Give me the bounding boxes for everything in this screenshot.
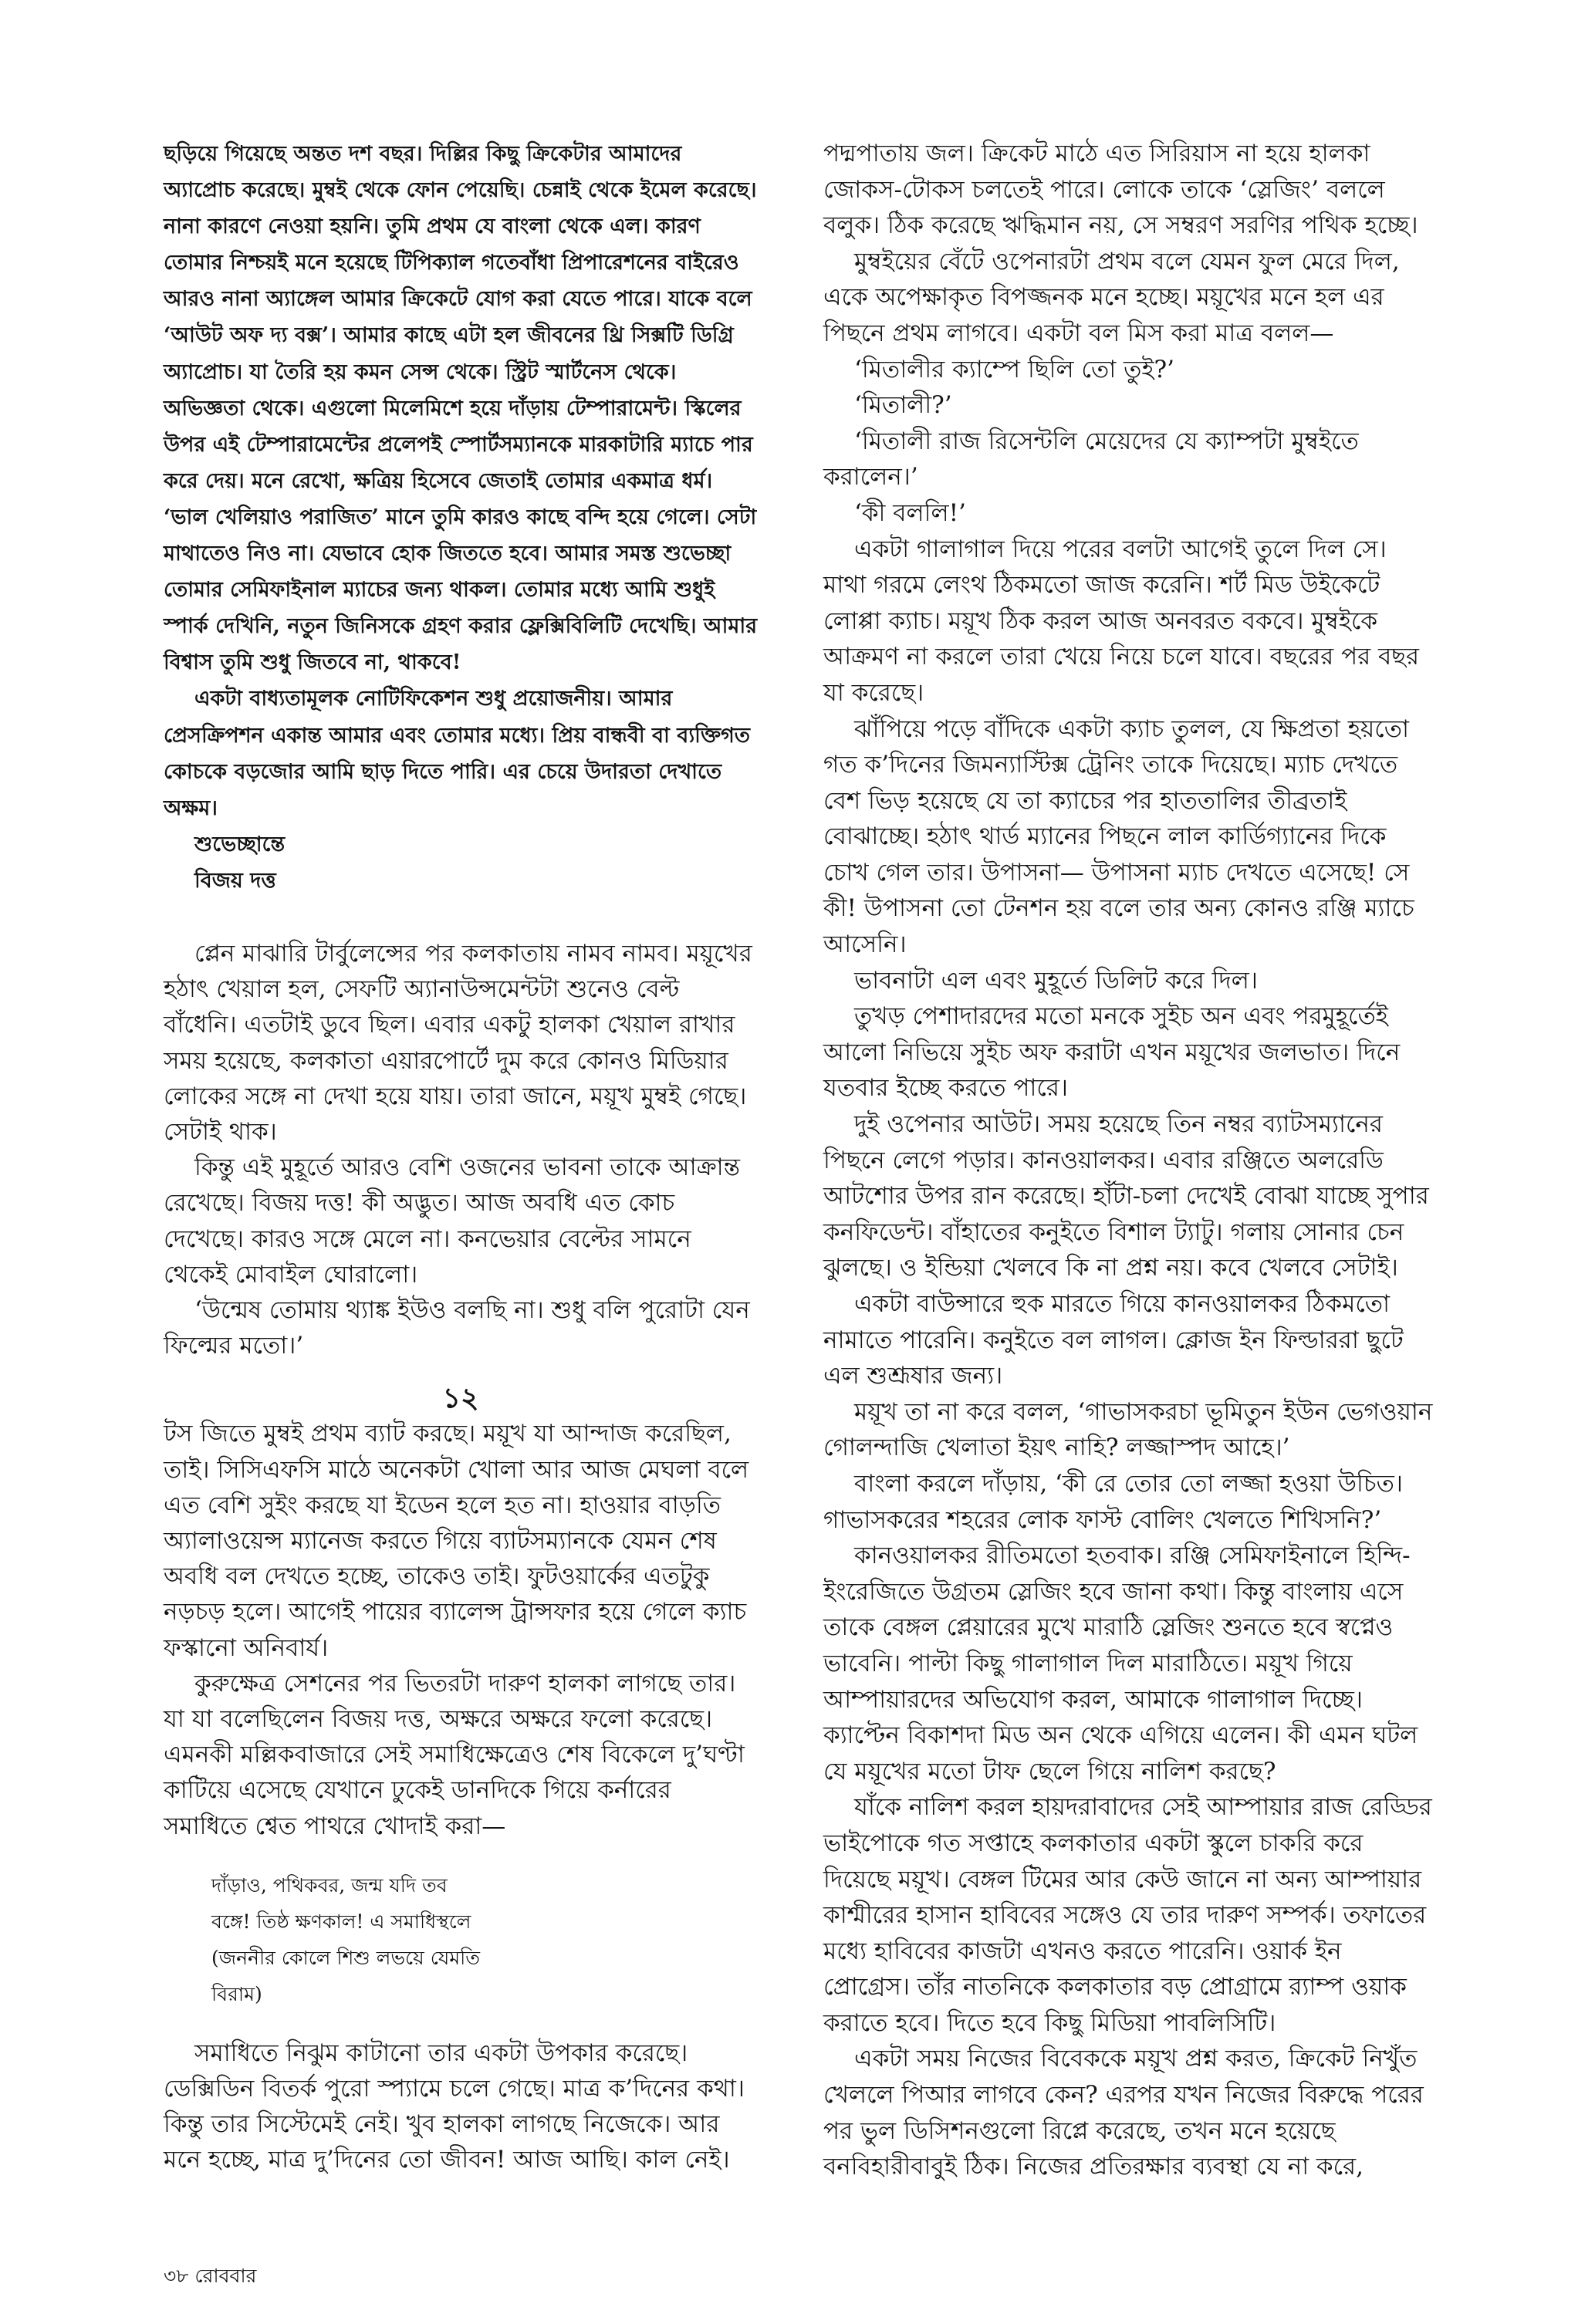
letter-signature-block (164, 826, 758, 899)
story-body-left (164, 936, 758, 2178)
story-paragraph: পদ্মপাতায় জল। ক্রিকেট মাঠে এত সিরিয়াস না হয়ে হালকা জোকস-টোকস চলতেই পারে। লোকে তাকে ‘স্লেজিং’ বললে বলুক। ঠিক করেছে ঋদ্ধিমান নয়, সে সম্বরণ সরণির পথিক হচ্ছে। (823, 140, 1418, 240)
letter-signoff: শুভেচ্ছান্তে (194, 832, 286, 856)
story-paragraph: ঝাঁপিয়ে পড়ে বাঁদিকে একটা ক্যাচ তুলল, যে ক্ষিপ্রতা হয়তো গত ক’দিনের জিমন্যাস্টিক্স ট্রেনিং তাকে দিয়েছে। ম্যাচ দেখতে বেশ ভিড় হয়েছে যে তা ক্যাচের পর হাততালির তীব্রতাই বোঝাচ্ছে। হঠাৎ থার্ড ম্যানের পিছনে লাল কার্ডিগ্যানের দিকে চোখ গেল তার। উপাসনা— উপাসনা ম্যাচ দেখতে এসেছে! সে কী! উপাসনা তো টেনশন হয় বলে তার অন্য কোনও রঞ্জি ম্যাচে আসেনি। (823, 714, 1414, 959)
story-paragraph: সমাধিতে নিঝুম কাটানো তার একটা উপকার করেছে। ডেক্সিডিন বিতর্ক পুরো স্প্যামে চলে গেছে। মাত্র ক’দিনের কথা। কিন্তু তার সিস্টেমেই নেই। খুব হালকা লাগছে নিজেকে। আর মনে হচ্ছে, মাত্র দু’দিনের তো জীবন! আজ আছি। কাল নেই। (164, 2039, 745, 2174)
poem-line: বঙ্গে! তিষ্ঠ ক্ষণকাল! এ সমাধিস্থলে (211, 1910, 471, 1933)
letter-paragraph: একটা বাধ্যতামূলক নোটিফিকেশন শুধু প্রয়োজনীয়। আমার প্রেসক্রিপশন একান্ত আমার এবং তোমার মধ্যে। প্রিয় বান্ধবী বা ব্যক্তিগত কোচকে বড়জোর আমি ছাড় দিতে পারি। এর চেয়ে উদারতা দেখাতে অক্ষম। (164, 687, 751, 820)
dialogue-line: ‘মিতালীর ক্যাম্পে ছিলি তো তুই?’ (854, 355, 1174, 383)
story-paragraph: কানওয়ালকর রীতিমতো হতবাক। রঞ্জি সেমিফাইনালে হিন্দি-ইংরেজিতে উগ্রতম স্লেজিং হবে জানা কথা। কিন্তু বাংলায় এসে তাকে বেঙ্গল প্লেয়ারের মুখে মারাঠি স্লেজিং শুনতে হবে স্বপ্নেও ভাবেনি। পাল্টা কিছু গালাগাল দিল মারাঠিতে। ময়ূখ গিয়ে আম্পায়ারদের অভিযোগ করল, আমাকে গালাগাল দিচ্ছে। ক্যাপ্টেন বিকাশদা মিড অন থেকে এগিয়ে এলেন। কী এমন ঘটল যে ময়ূখের মতো টাফ ছেলে গিয়ে নালিশ করছে? (823, 1542, 1418, 1785)
poem-line: (জননীর কোলে শিশু লভয়ে যেমতি (211, 1946, 481, 1969)
story-paragraph: কুরুক্ষেত্র সেশনের পর ভিতরটা দারুণ হালকা লাগছে তার। যা যা বলেছিলেন বিজয় দত্ত, অক্ষরে অক্ষরে ফলো করেছে। এমনকী মল্লিকবাজারে সেই সমাধিক্ষেত্রেও শেষ বিকেলে দু’ঘণ্টা কাটিয়ে এসেছে যেখানে ঢুকেই ডানদিকে গিয়ে কর্নারের সমাধিতে শ্বেত পাথরে খোদাই করা— (164, 1669, 745, 1840)
story-paragraph: ভাবনাটা এল এবং মুহূর্তে ডিলিট করে দিল। (854, 966, 1258, 995)
dialogue-line: ‘কী বললি!’ (854, 498, 966, 527)
epitaph-poem (211, 1867, 758, 2012)
story-paragraph: একটা সময় নিজের বিবেককে ময়ূখ প্রশ্ন করত, ক্রিকেট নিখুঁত খেললে পিআর লাগবে কেন? এরপর যখন নিজের বিরুদ্ধে পরের পর ভুল ডিসিশনগুলো রিপ্লে করেছে, তখন মনে হয়েছে বনবিহারীবাবুই ঠিক। নিজের প্রতিরক্ষার ব্যবস্থা যে না করে, (823, 2045, 1424, 2181)
letter-signature: বিজয় দত্ত (194, 868, 276, 893)
letter-block (164, 136, 758, 899)
story-paragraph: তুখড় পেশাদারদের মতো মনকে সুইচ অন এবং পরমুহূর্তেই আলো নিভিয়ে সুইচ অফ করাটা এখন ময়ূখের জলভাত। দিনে যতবার ইচ্ছে করতে পারে। (823, 1002, 1401, 1103)
right-column (823, 136, 1433, 2185)
story-paragraph: একটা গালাগাল দিয়ে পরের বলটা আগেই তুলে দিল সে। মাথা গরমে লেংথ ঠিকমতো জাজ করেনি। শর্ট মিড উইকেটে লোপ্পা ক্যাচ। ময়ূখ ঠিক করল আজ অনবরত বকবে। মুম্বইকে আক্রমণ না করলে তারা খেয়ে নিয়ে চলে যাবে। বছরের পর বছর যা করেছে। (823, 535, 1420, 707)
story-paragraph: টস জিতে মুম্বই প্রথম ব্যাট করছে। ময়ূখ যা আন্দাজ করেছিল, তাই। সিসিএফসি মাঠে অনেকটা খোলা আর আজ মেঘলা বলে এত বেশি সুইং করছে যা ইডেন হলে হত না। হাওয়ার বাড়তি অ্যালাওয়েন্স ম্যানেজ করতে গিয়ে ব্যাটসম্যানকে যেমন শেষ অবধি বল দেখতে হচ্ছে, তাকেও তাই। ফুটওয়ার্কের এতটুকু নড়চড় হলে। আগেই পায়ের ব্যালেন্স ট্রান্সফার হয়ে গেলে ক্যাচ ফস্কানো অনিবার্য। (164, 1420, 749, 1662)
story-paragraph: কিন্তু এই মুহূর্তে আরও বেশি ওজনের ভাবনা তাকে আক্রান্ত রেখেছে। বিজয় দত্ত! কী অদ্ভুত। আজ অবধি এত কোচ দেখেছে। কারও সঙ্গে মেলে না। কনভেয়ার বেল্টের সামনে থেকেই মোবাইল ঘোরালো। (164, 1154, 740, 1289)
story-paragraph: বাংলা করলে দাঁড়ায়, ‘কী রে তোর তো লজ্জা হওয়া উচিত। গাভাসকরের শহরের লোক ফাস্ট বোলিং খেলতে শিখিসনি?’ (823, 1469, 1403, 1534)
dialogue-line: ‘মিতালী রাজ রিসেন্টলি মেয়েদের যে ক্যাম্পটা মুম্বইতে করালেন।’ (823, 427, 1359, 491)
story-paragraph: দুই ওপেনার আউট। সময় হয়েছে তিন নম্বর ব্যাটসম্যানের পিছনে লেগে পড়ার। কানওয়ালকর। এবার রঞ্জিতে অলরেডি আটশোর উপর রান করেছে। হাঁটা-চলা দেখেই বোঝা যাচ্ছে সুপার কনফিডেন্ট। বাঁহাতের কনুইতে বিশাল ট্যাটু। গলায় সোনার চেন ঝুলছে। ও ইন্ডিয়া খেলবে কি না প্রশ্ন নয়। কবে খেলবে সেটাই। (823, 1110, 1429, 1282)
story-paragraph: একটা বাউন্সারে হুক মারতে গিয়ে কানওয়ালকর ঠিকমতো নামাতে পারেনি। কনুইতে বল লাগল। ক্লোজ ইন ফিল্ডাররা ছুটে এল শুশ্রূষার জন্য। (823, 1290, 1404, 1390)
poem-line: বিরাম) (211, 1982, 262, 2005)
letter-paragraph: ছড়িয়ে গিয়েছে অন্তত দশ বছর। দিল্লির কিছু ক্রিকেটার আমাদের অ্যাপ্রোচ করেছে। মুম্বই থেকে ফোন পেয়েছি। চেন্নাই থেকে ইমেল করেছে। নানা কারণে নেওয়া হয়নি। তুমি প্রথম যে বাংলা থেকে এল। কারণ তোমার নিশ্চয়ই মনে হয়েছে টিপিক্যাল গতেবাঁধা প্রিপারেশনের বাইরেও আরও নানা অ্যাঙ্গেল আমার ক্রিকেটে যোগ করা যেতে পারে। যাকে বলে ‘আউট অফ দ্য বক্স’। আমার কাছে এটা হল জীবনের থ্রি সিক্সটি ডিগ্রি অ্যাপ্রোচ। যা তৈরি হয় কমন সেন্স থেকে। স্ট্রিট স্মার্টনেস থেকে। অভিজ্ঞতা থেকে। এগুলো মিলেমিশে হয়ে দাঁড়ায় টেম্পারামেন্ট। স্কিলের উপর এই টেম্পারামেন্টের প্রলেপই স্পোর্টসম্যানকে মারকাটারি ম্যাচে পার করে দেয়। মনে রেখো, ক্ষত্রিয় হিসেবে জেতাই তোমার একমাত্র ধর্ম। ‘ভাল খেলিয়াও পরাজিত’ মানে তুমি কারও কাছে বন্দি হয়ে গেলে। সেটা মাথাতেও নিও না। যেভাবে হোক জিততে হবে। আমার সমস্ত শুভেচ্ছা তোমার সেমিফাইনাল ম্যাচের জন্য থাকল। তোমার মধ্যে আমি শুধুই স্পার্ক দেখিনি, নতুন জিনিসকে গ্রহণ করার ফ্লেক্সিবিলিটি দেখেছি। আমার বিশ্বাস তুমি শুধু জিতবে না, থাকবে! (164, 142, 758, 675)
left-column (164, 136, 758, 2178)
story-paragraph: প্লেন মাঝারি টার্বুলেন্সের পর কলকাতায় নামব নামব। ময়ূখের হঠাৎ খেয়াল হল, সেফটি অ্যানাউন্সমেন্টটা শুনেও বেল্ট বাঁধেনি। এতটাই ডুবে ছিল। এবার একটু হালকা খেয়াল রাখার সময় হয়েছে, কলকাতা এয়ারপোর্টে দুম করে কোনও মিডিয়ার লোকের সঙ্গে না দেখা হয়ে যায়। তারা জানে, ময়ূখ মুম্বই গেছে। সেটাই থাক। (164, 939, 752, 1146)
story-paragraph: যাঁকে নালিশ করল হায়দরাবাদের সেই আম্পায়ার রাজ রেড্ডির ভাইপোকে গত সপ্তাহে কলকাতার একটা স্কুলে চাকরি করে দিয়েছে ময়ূখ। বেঙ্গল টিমের আর কেউ জানে না অন্য আম্পায়ার কাশ্মীরের হাসান হাবিবের সঙ্গেও যে তার দারুণ সম্পর্ক। তফাতের মধ্যে হাবিবের কাজটা এখনও করতে পারেনি। ওয়ার্ক ইন প্রোগ্রেস। তাঁর নাতনিকে কলকাতার বড় প্রোগ্রামে র‍্যাম্প ওয়াক করাতে হবে। দিতে হবে কিছু মিডিয়া পাবলিসিটি। (823, 1793, 1432, 2037)
dialogue-line: ‘মিতালী?’ (854, 391, 952, 420)
page-footer: ৩৮ রোববার (164, 2265, 257, 2287)
chapter-number: ১২ (442, 1382, 479, 1415)
story-paragraph: ময়ূখ তা না করে বলল, ‘গাভাসকরচা ভূমিতুন ইউন ভেগওয়ান গোলন্দাজি খেলাতা ইয়ৎ নাহি? লজ্জাস্পদ আহে।’ (823, 1397, 1433, 1462)
poem-line: দাঁড়াও, পথিকবর, জন্ম যদি তব (211, 1873, 448, 1897)
story-paragraph: মুম্বইয়ের বেঁটে ওপেনারটা প্রথম বলে যেমন ফুল মেরে দিল, একে অপেক্ষাকৃত বিপজ্জনক মনে হচ্ছে। ময়ূখের মনে হল এর পিছনে প্রথম লাগবে। একটা বল মিস করা মাত্র বলল— (823, 247, 1400, 347)
story-paragraph: ‘উন্মেষ তোমায় থ্যাঙ্ক ইউও বলছি না। শুধু বলি পুরোটা যেন ফিল্মের মতো।’ (164, 1296, 750, 1360)
